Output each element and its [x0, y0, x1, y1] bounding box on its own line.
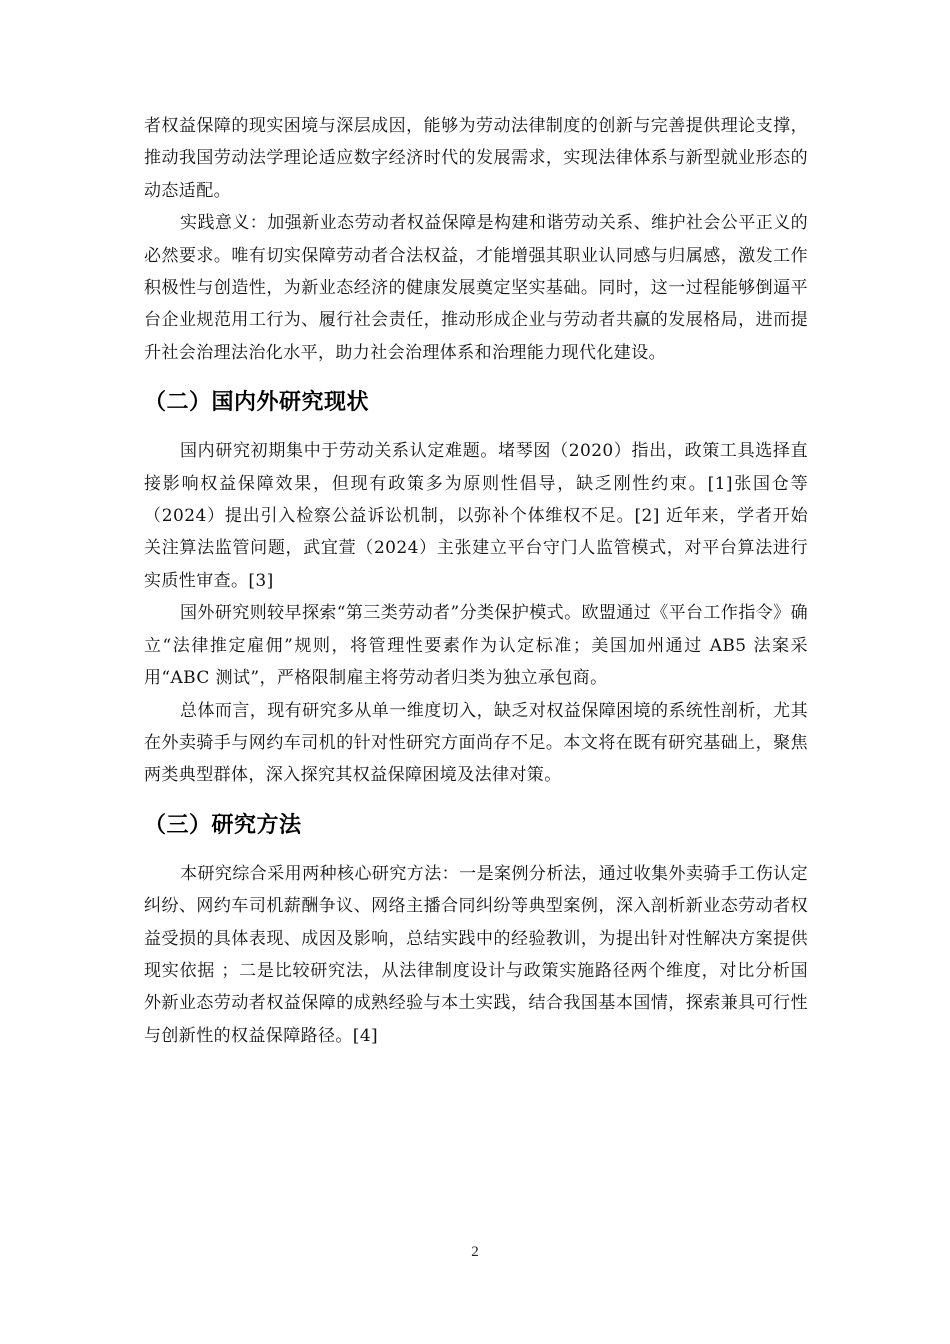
page-number: 2 — [471, 1244, 479, 1260]
paragraph-foreign-research: 国外研究则较早探索“第三类劳动者”分类保护模式。欧盟通过《平台工作指令》确立“法律推定雇佣”规则，将管理性要素作为认定标准；美国加州通过 AB5 法案采用“ABC 测试”，严格限制雇主将劳动者归类为独立承包商。 — [144, 603, 808, 689]
paragraph-research-summary: 总体而言，现有研究多从单一维度切入，缺乏对权益保障困境的系统性剖析，尤其在外卖骑手与网约车司机的针对性研究方面尚存不足。本文将在既有研究基础上，聚焦两类典型群体，深入探究其权益保障困境及法律对策。 — [144, 700, 808, 786]
page-content — [144, 110, 808, 1052]
section-heading-research-status: （二）国内外研究现状 — [144, 390, 370, 416]
paragraph-continued: 者权益保障的现实困境与深层成因，能够为劳动法律制度的创新与完善提供理论支撑，推动我国劳动法学理论适应数字经济时代的发展需求，实现法律体系与新型就业形态的动态适配。 — [144, 116, 808, 201]
paragraph-practical-significance: 实践意义：加强新业态劳动者权益保障是构建和谐劳动关系、维护社会公平正义的必然要求。唯有切实保障劳动者合法权益，才能增强其职业认同感与归属感，激发工作积极性与创造性，为新业态经济的健康发展奠定坚实基础。同时，这一过程能够倒逼平台企业规范用工行为、履行社会责任，推动形成企业与劳动者共赢的发展格局，进而提升社会治理法治化水平，助力社会治理体系和治理能力现代化建设。 — [144, 213, 808, 363]
section-heading-research-methods: （三）研究方法 — [144, 812, 302, 838]
paragraph-research-methods: 本研究综合采用两种核心研究方法：一是案例分析法，通过收集外卖骑手工伤认定纠纷、网约车司机薪酬争议、网络主播合同纠纷等典型案例，深入剖析新业态劳动者权益受损的具体表现、成因及影响，总结实践中的经验教训，为提出针对性解决方案提供现实依据 ；二是比较研究法，从法律制度设计与政策实施路径两个维度，对比分析国外新业态劳动者权益保障的成熟经验与本土实践，结合我国基本国情，探索兼具可行性与创新性的权益保障路径。[4] — [144, 863, 808, 1046]
paragraph-domestic-research: 国内研究初期集中于劳动关系认定难题。堵琴囡（2020）指出，政策工具选择直接影响权益保障效果，但现有政策多为原则性倡导，缺乏刚性约束。[1]张国仓等（2024）提出引入检察公益诉讼机制，以弥补个体维权不足。[2] 近年来，学者开始关注算法监管问题，武宜萱（2024）主张建立平台守门人监管模式，对平台算法进行实质性审查。[3] — [144, 441, 808, 591]
